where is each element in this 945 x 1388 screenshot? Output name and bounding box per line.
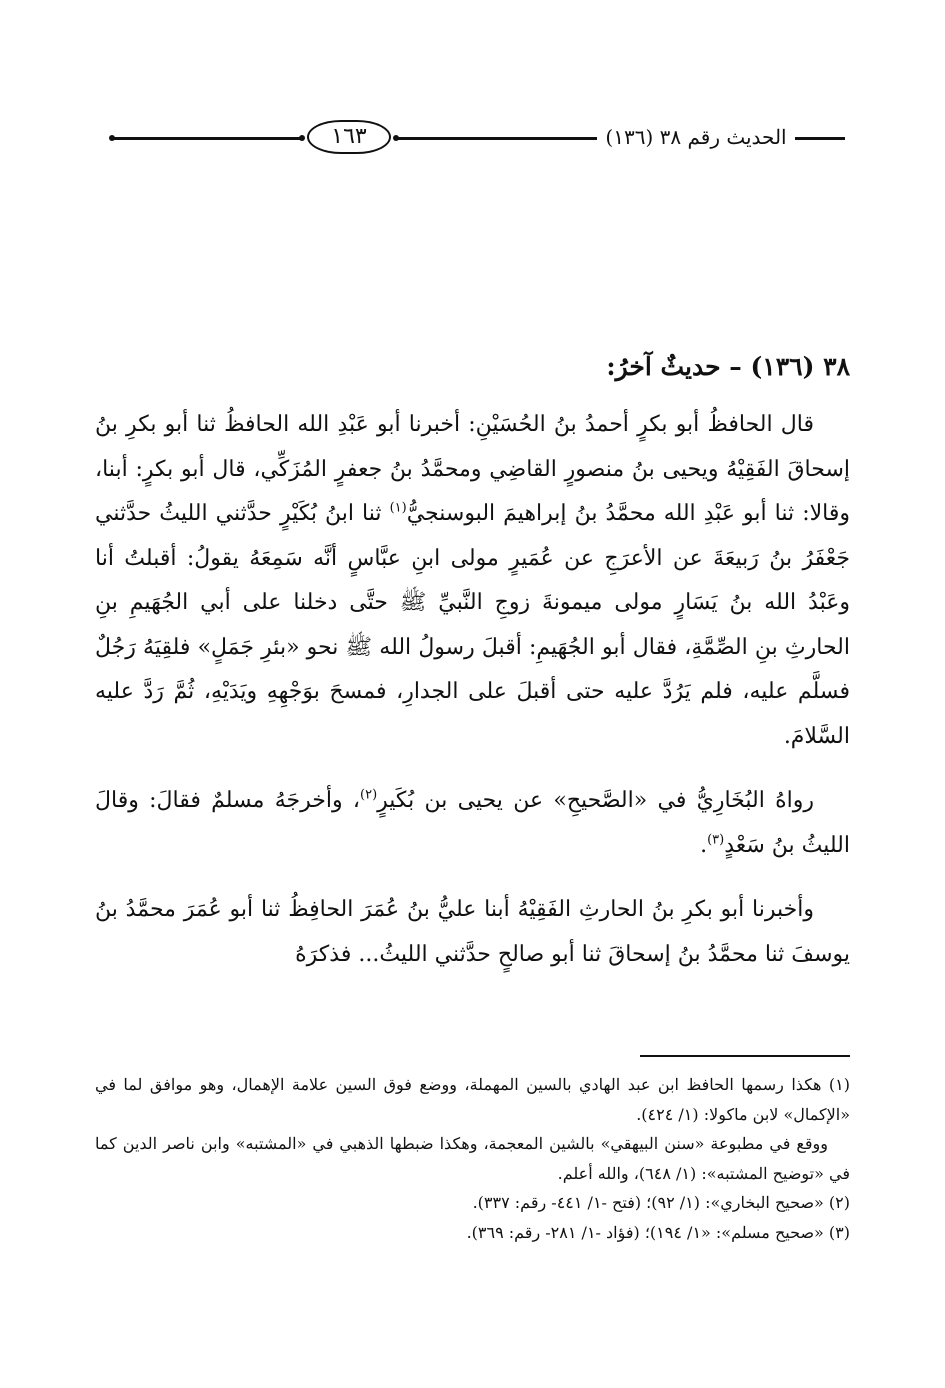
header-rule-left [113, 137, 301, 140]
paragraph-text: رواهُ البُخَارِيُّ في «الصَّحيحِ» عن يحيى بن بُكَيرٍ [377, 788, 814, 813]
footnote: (٢) «صحيح البخاري»: (١/ ٩٢)؛ (فتح -١/ ٤٤١- رقم: ٣٣٧). [472, 1193, 850, 1212]
header-ornament-dot [109, 135, 115, 141]
footnote-marker: (٣) [707, 832, 725, 848]
header-ornament-dot [299, 135, 305, 141]
paragraph-text: وأخبرنا أبو بكرِ بنُ الحارثِ الفَقِيْهُ أبنا عليُّ بنُ عُمَرَ الحافِظُ ثنا أبو عُمَرَ محمَّدُ بنُ يوسفَ ثنا محمَّدُ بنُ إسحاقَ ثنا أبو صالحٍ حدَّثني الليثُ... فذكرَهُ [95, 897, 850, 967]
main-text [95, 345, 850, 997]
footnote: (١) هكذا رسمها الحافظ ابن عبد الهادي بالسين المهملة، ووضع فوق السين علامة الإهمال، وهو موافق لما في «الإكمال» لابن ماكولا: (١/ ٤٢٤). [95, 1075, 850, 1124]
header-rule-right [795, 137, 845, 140]
header-rule-middle [397, 137, 597, 140]
footnote-marker: (٢) [360, 787, 378, 803]
running-title: الحديث رقم ٣٨ (١٣٦) [605, 125, 787, 149]
isnad-paragraph [95, 888, 850, 977]
paragraph-text: ثنا ابنُ بُكَيْرٍ حدَّثني الليثُ حدَّثني جَعْفَرُ بنُ رَبيعَةَ عن الأعرَجِ عن عُمَيرٍ مولى ابنِ عبَّاسٍ أنَّه سَمِعَهُ يقولُ: أقبلتُ أنا وعَبْدُ الله بنُ يَسَارٍ مولى ميمونةَ زوجِ النَّبيِّ ﷺ حتَّى دخلنا على أبي الجُهَيمِ بنِ الحارثِ بنِ الصِّمَّةِ، فقال أبو الجُهَيمِ: أقبلَ رسولُ الله ﷺ نحو «بئرِ جَمَلٍ» فلقِيَهُ رَجُلٌ فسلَّم عليه، فلم يَرُدَّ عليه حتى أقبلَ على الجدارِ، فمسحَ بوَجْهِهِ ويَدَيْهِ، ثُمَّ رَدَّ عليه السَّلامَ. [95, 501, 850, 749]
footnote-marker: (١) [389, 500, 407, 516]
paragraph-text: ، وأخرجَهُ مسلمٌ فقالَ: وقالَ الليثُ بنُ سَعْدٍ [95, 788, 850, 858]
hadith-paragraph [95, 403, 850, 759]
paragraph-text: قال الحافظُ أبو بكرٍ أحمدُ بنُ الحُسَيْنِ: أخبرنا أبو عَبْدِ الله الحافظُ ثنا أبو بكرِ بنُ إسحاقَ الفَقِيْهُ ويحيى بنُ منصورٍ القاضِي ومحمَّدُ بنُ جعفرٍ المُزَكِّي، قال أبو بكرٍ: أبنا، وقالا: ثنا أبو عَبْدِ الله محمَّدُ بنُ إبراهيمَ البوسنجيُّ [95, 412, 850, 526]
footnote: (٣) «صحيح مسلم»: «١/ ١٩٤)؛ (فؤاد -١/ ٢٨١- رقم: ٣٦٩). [466, 1222, 850, 1242]
takhrij-paragraph [95, 779, 850, 868]
footnotes [95, 1070, 850, 1247]
paragraph-text: . [700, 832, 708, 858]
running-header [95, 118, 855, 158]
hadith-heading: ٣٨ (١٣٦) – حديثٌ آخرُ: [606, 352, 850, 381]
footnote-separator [640, 1055, 850, 1057]
page-number: ١٦٣ [307, 120, 391, 154]
footnote-continuation: ووقع في مطبوعة «سنن البيهقي» بالشين المعجمة، وهكذا ضبطها الذهبي في «المشتبه» وابن ناصر الدين كما في «توضيح المشتبه»: (١/ ٦٤٨)، والله أعلم. [95, 1134, 850, 1183]
